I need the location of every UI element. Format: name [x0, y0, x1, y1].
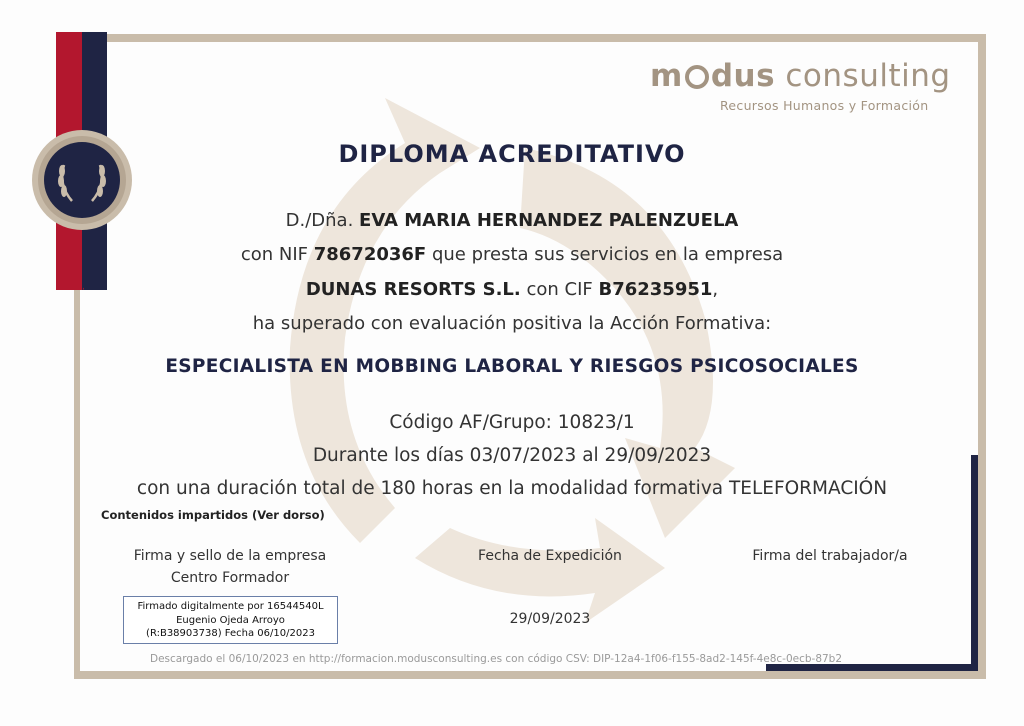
- logo-wordmark: m dus consulting: [650, 58, 951, 94]
- cif-value: B76235951: [598, 279, 713, 300]
- company-name: DUNAS RESORTS S.L.: [305, 279, 521, 300]
- passed-line: ha superado con evaluación positiva la Acción Formativa:: [252, 313, 772, 334]
- company-signature-label: Firma y sello de la empresa Centro Formador: [133, 548, 327, 586]
- worker-signature-label: Firma del trabajador/a: [752, 548, 908, 564]
- contents-link[interactable]: Contenidos impartidos (Ver dorso): [101, 508, 325, 522]
- logo-tagline: Recursos Humanos y Formación: [720, 98, 929, 113]
- duration-line: con una duración total de 180 horas en la modalidad formativa TELEFORMACIÓN: [136, 478, 888, 499]
- download-note: Descargado el 06/10/2023 en http://formacion.modusconsulting.es con código CSV: DIP-12a4-1f06-f155-8ad2-145f-4e8c-0ecb-87b2: [150, 653, 843, 665]
- navy-corner-horizontal: [766, 664, 978, 671]
- dates-line: Durante los días 03/07/2023 al 29/09/2023: [312, 445, 712, 466]
- issue-date-label: Fecha de Expedición: [478, 548, 622, 564]
- recycle-o-icon: [685, 65, 709, 89]
- frame-bottom: [74, 671, 986, 679]
- company-line: DUNAS RESORTS S.L. con CIF B76235951,: [305, 279, 719, 300]
- code-line: Código AF/Grupo: 10823/1: [389, 412, 635, 433]
- issue-date-value: 29/09/2023: [509, 611, 591, 627]
- diploma-title: DIPLOMA ACREDITATIVO: [338, 140, 686, 168]
- frame-top: [104, 34, 986, 42]
- holder-name: EVA MARIA HERNANDEZ PALENZUELA: [359, 210, 739, 231]
- holder-line: D./Dña. EVA MARIA HERNANDEZ PALENZUELA: [285, 210, 739, 231]
- nif-line: con NIF 78672036F que presta sus servicios en la empresa: [240, 244, 784, 265]
- nif-value: 78672036F: [313, 244, 427, 265]
- modus-consulting-logo: [650, 58, 960, 118]
- course-title: ESPECIALISTA EN MOBBING LABORAL Y RIESGOS PSICOSOCIALES: [165, 356, 859, 377]
- digital-signature-stamp: Firmado digitalmente por 16544540L Eugenio Ojeda Arroyo (R:B38903738) Fecha 06/10/2023: [123, 596, 338, 644]
